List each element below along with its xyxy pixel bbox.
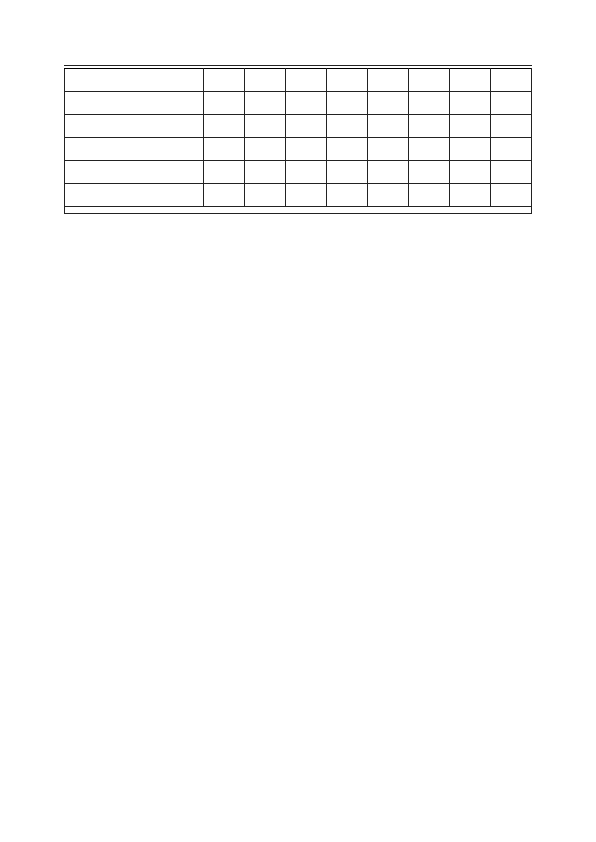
table-cell <box>286 184 327 207</box>
page-header <box>64 48 532 66</box>
table-cell <box>286 92 327 115</box>
table-cell <box>204 161 245 184</box>
table-cell <box>368 92 409 115</box>
table-cell <box>368 138 409 161</box>
table-cell <box>204 184 245 207</box>
table-cell <box>491 115 532 138</box>
table-cell <box>409 92 450 115</box>
table-row <box>65 161 532 184</box>
table-cell <box>409 184 450 207</box>
table-row <box>65 69 532 92</box>
table-cell <box>286 69 327 92</box>
table-cell <box>368 115 409 138</box>
table-cell <box>327 161 368 184</box>
table-cell <box>286 138 327 161</box>
table-cell <box>368 69 409 92</box>
row-label <box>65 138 204 161</box>
table-note-row <box>65 207 532 214</box>
table-row <box>65 184 532 207</box>
row-label <box>65 184 204 207</box>
table-cell <box>409 138 450 161</box>
table-cell <box>491 92 532 115</box>
table-cell <box>450 161 491 184</box>
table-cell <box>286 161 327 184</box>
table-cell <box>491 161 532 184</box>
table-note <box>65 207 532 214</box>
table-cell <box>409 115 450 138</box>
row-label <box>65 92 204 115</box>
row-label <box>65 161 204 184</box>
table-cell <box>245 92 286 115</box>
so2-interference-table <box>64 68 532 214</box>
table-cell <box>450 92 491 115</box>
table-cell <box>327 138 368 161</box>
table-cell <box>450 184 491 207</box>
table-cell <box>327 69 368 92</box>
row-label <box>65 115 204 138</box>
table-cell <box>245 161 286 184</box>
table-cell <box>450 115 491 138</box>
table-cell <box>204 92 245 115</box>
table-cell <box>368 161 409 184</box>
table-cell <box>204 138 245 161</box>
table-cell <box>204 69 245 92</box>
table-row <box>65 115 532 138</box>
table-cell <box>245 69 286 92</box>
table-cell <box>327 184 368 207</box>
table-cell <box>409 69 450 92</box>
table-cell <box>245 138 286 161</box>
table-row <box>65 92 532 115</box>
table-row <box>65 138 532 161</box>
table-cell <box>491 184 532 207</box>
table-cell <box>245 115 286 138</box>
table-cell <box>491 69 532 92</box>
table-cell <box>245 184 286 207</box>
table-cell <box>286 115 327 138</box>
table-cell <box>409 161 450 184</box>
table-cell <box>450 69 491 92</box>
table-cell <box>204 115 245 138</box>
table-cell <box>368 184 409 207</box>
row-label <box>65 69 204 92</box>
table-cell <box>491 138 532 161</box>
table-cell <box>327 92 368 115</box>
table-cell <box>450 138 491 161</box>
table-cell <box>327 115 368 138</box>
